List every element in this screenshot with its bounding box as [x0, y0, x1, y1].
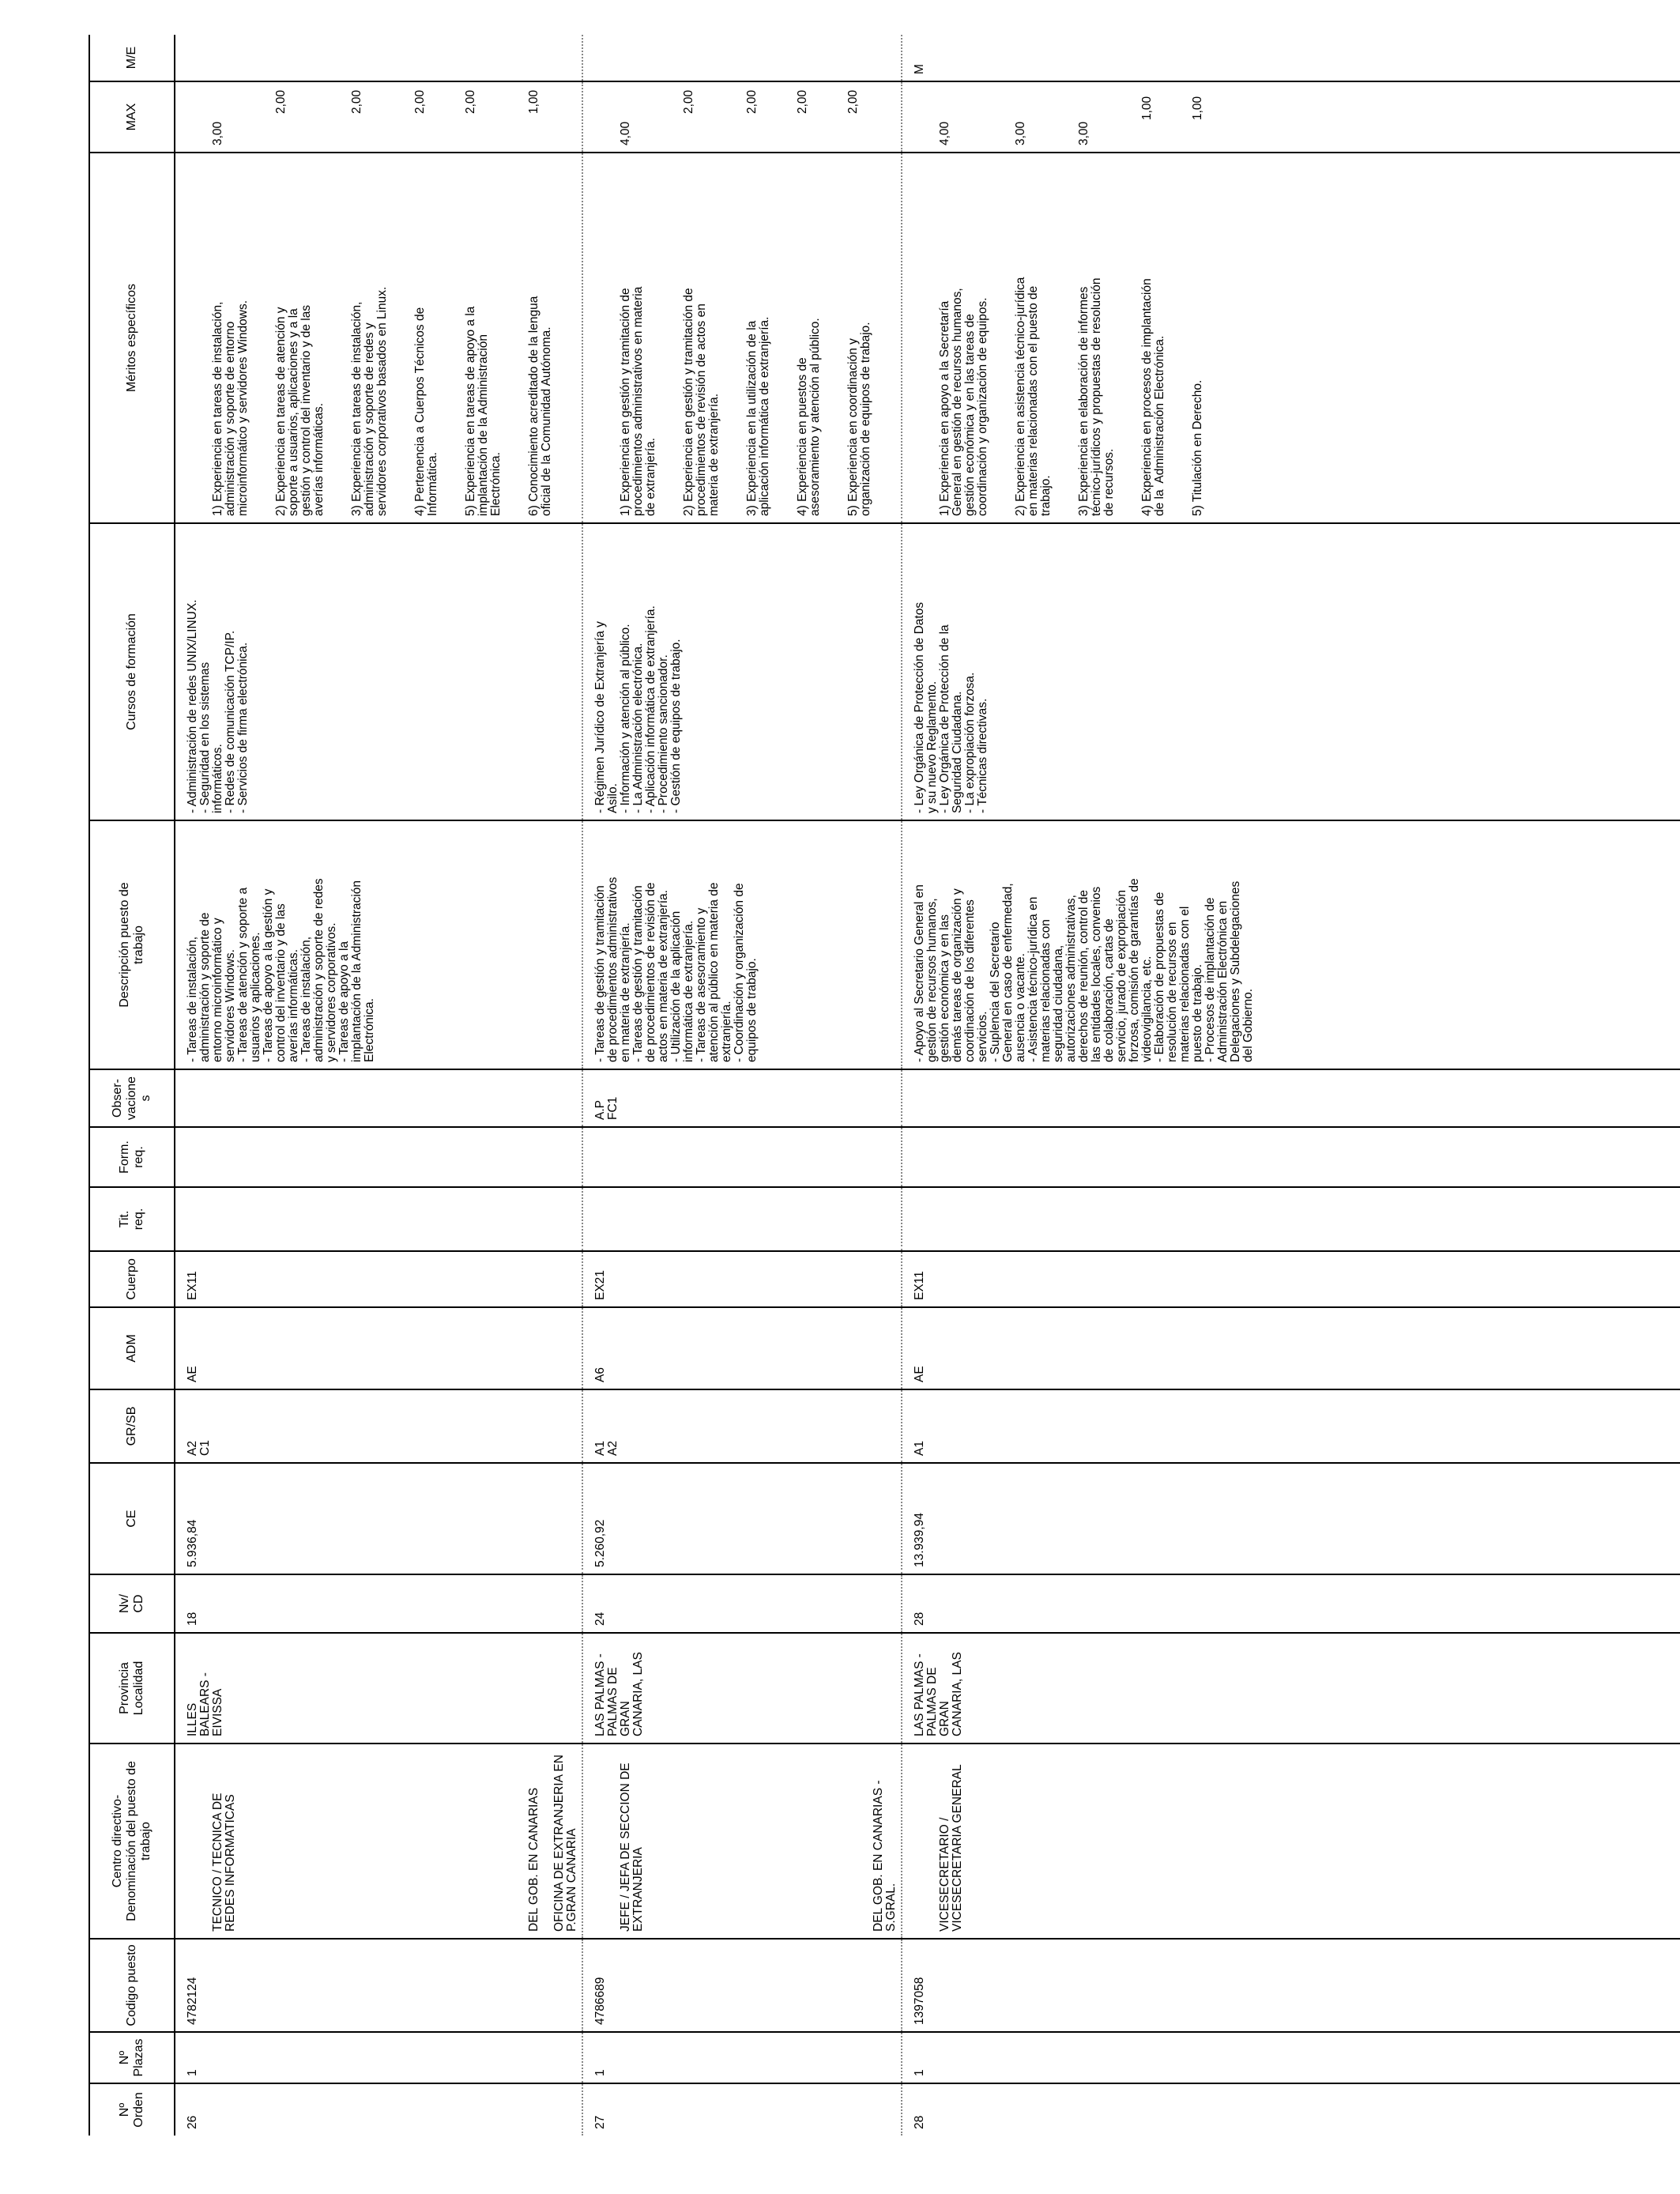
- cell-formacion: [582, 1127, 902, 1187]
- cell-grupo: A1 A2: [582, 1389, 902, 1463]
- cell-me: [582, 35, 902, 81]
- cell-observaciones: [175, 1069, 582, 1127]
- cell-max: [582, 81, 902, 153]
- cell-descripcion: - Apoyo al Secretario General en gestión de recursos humanos, gestión económica y en las demás tareas de organización y coordinación de los diferentes servicios. - Suplencia del Secretario General en caso de enfermedad, ausencia o vacante. - Asistencia técnico-jurídica en materias relacionadas con seguridad ciudadana, autorizaciones administrativas, derechos de reunión, control de las entidades locales, convenios de colaboración, cartas de servicio, jurado de expropiación forzosa, comisión de garantías de videovigilancia, etc. - Elaboración de propuestas de resolución de recursos en materias relacionadas con el puesto de trabajo. - Procesos de implantación de Administración Electrónica en Delegaciones y Subdelegaciones del Gobierno.: [902, 820, 1680, 1069]
- cell-provincia: LAS PALMAS - PALMAS DE GRAN CANARIA, LAS: [902, 1633, 1680, 1744]
- merit-item: 5) Titulación en Derecho.: [1191, 379, 1204, 516]
- merit-item: 1) Experiencia en gestión y tramitación de procedimientos administrativos en materia de extranjería.: [619, 286, 657, 516]
- merit-item: 2) Experiencia en gestión y tramitación de procedimientos de revisión de actos en materia de extranjería.: [682, 288, 721, 516]
- header-codigo: Codigo puesto: [89, 1939, 175, 2032]
- header-observaciones: Obser- vaciones: [89, 1069, 175, 1127]
- cell-provincia: LAS PALMAS - PALMAS DE GRAN CANARIA, LAS: [582, 1633, 902, 1744]
- table-row: [902, 35, 1680, 2136]
- cell-descripcion: - Tareas de gestión y tramitación de procedimientos administrativos en materia de extranjería. - Tareas de gestión y tramitación de procedimientos de revisión de actos en materia de extranjería. - Utilización de la aplicación informática de extranjería. - Tareas de asesoramiento y atención al público en materia de extranjería. - Coordinación y organización de equipos de trabajo.: [582, 820, 902, 1069]
- merit-max: 3,00: [1014, 121, 1027, 145]
- cell-cuerpo: EX11: [175, 1251, 582, 1307]
- cell-grupo: A1: [902, 1389, 1680, 1463]
- merit-max: 1,00: [1140, 96, 1154, 120]
- cell-plazas: 1: [175, 2032, 582, 2083]
- cell-plazas: 1: [902, 2032, 1680, 2083]
- merit-item: 3) Experiencia en tareas de instalación, administración y soporte de redes y servidores corporativos basados en Linux.: [350, 286, 389, 516]
- header-adm: ADM: [89, 1307, 175, 1389]
- header-titulacion: Tit. req.: [89, 1187, 175, 1251]
- merit-max: 4,00: [938, 121, 951, 145]
- header-cuerpo: Cuerpo: [89, 1251, 175, 1307]
- job-title: VICESECRETARIO / VICESECRETARIA GENERAL: [938, 1764, 964, 1932]
- cell-codigo: 4786689: [582, 1939, 902, 2032]
- cell-ce: 5.260,92: [582, 1463, 902, 1574]
- cell-formacion: [902, 1127, 1680, 1187]
- merit-max: 3,00: [211, 121, 224, 145]
- cell-meritos: [902, 153, 1680, 523]
- cell-codigo: 4782124: [175, 1939, 582, 2032]
- merit-item: 4) Experiencia en procesos de implantación de la Administración Electrónica.: [1140, 278, 1166, 516]
- merit-item: 4) Experiencia en puestos de asesoramiento y atención al público.: [796, 318, 822, 516]
- merit-max: 3,00: [1077, 121, 1090, 145]
- cell-adm: A6: [582, 1307, 902, 1389]
- cell-centro: [902, 1744, 1680, 1939]
- header-ce: CE: [89, 1463, 175, 1574]
- header-me: M/E: [89, 35, 175, 81]
- cell-nivel: 18: [175, 1574, 582, 1633]
- header-grupo: GR/SB: [89, 1389, 175, 1463]
- cell-cursos: - Régimen Jurídico de Extranjería y Asilo. - Información y atención al público. - La Administración electrónica. - Aplicación informática de extranjería. - Procedimiento sancionador. - Gestión de equipos de trabajo.: [582, 523, 902, 820]
- header-formacion: Form. req.: [89, 1127, 175, 1187]
- header-provincia: Provincia Localidad: [89, 1633, 175, 1744]
- cell-nivel: 24: [582, 1574, 902, 1633]
- cell-titulacion: [902, 1187, 1680, 1251]
- cell-max: [902, 81, 1680, 153]
- cell-codigo: 1397058: [902, 1939, 1680, 2032]
- header-descripcion: Descripción puesto de trabajo: [89, 820, 175, 1069]
- merit-max: 2,00: [464, 89, 477, 114]
- cell-me: [175, 35, 582, 81]
- merit-max: 1,00: [1191, 96, 1204, 120]
- cell-meritos: [175, 153, 582, 523]
- cell-orden: 26: [175, 2083, 582, 2136]
- merit-max: 2,00: [682, 89, 695, 114]
- merit-max: 1,00: [527, 89, 541, 114]
- cell-ce: 5.936,84: [175, 1463, 582, 1574]
- cell-cursos: - Ley Orgánica de Protección de Datos y su nuevo Reglamento. - Ley Orgánica de Protección de la Seguridad Ciudadana. - La expropiación forzosa. - Técnicas directivas.: [902, 523, 1680, 820]
- next-centro-directivo: DEL GOB. EN CANARIAS OFICINA DE EXTRANJERIA EN P.GRAN CANARIA: [527, 1755, 578, 1932]
- merit-item: 6) Conocimiento acreditado de la lengua oficial de la Comunidad Autónoma.: [527, 296, 553, 516]
- merit-max: 2,00: [745, 89, 759, 114]
- header-meritos: Méritos específicos: [89, 153, 175, 523]
- merit-item: 5) Experiencia en tareas de apoyo a la implantación de la Administración Electrónica.: [464, 306, 503, 516]
- cell-titulacion: [175, 1187, 582, 1251]
- job-listing-table: [89, 35, 1680, 2136]
- cell-centro: [175, 1744, 582, 1939]
- cell-cursos: - Administración de redes UNIX/LINUX. - Seguridad en los sistemas informáticos. - Redes de comunicación TCP/IP. - Servicios de firma electrónica.: [175, 523, 582, 820]
- job-title: JEFE / JEFA DE SECCION DE EXTRANJERIA: [619, 1762, 645, 1932]
- table-row: [582, 35, 902, 2136]
- cell-max: [175, 81, 582, 153]
- cell-nivel: 28: [902, 1574, 1680, 1633]
- merit-item: 5) Experiencia en coordinación y organización de equipos de trabajo.: [846, 322, 872, 516]
- cell-titulacion: [582, 1187, 902, 1251]
- cell-formacion: [175, 1127, 582, 1187]
- merit-item: 4) Pertenencia a Cuerpos Técnicos de Informática.: [413, 307, 439, 516]
- next-centro-directivo: DEL GOB. EN CANARIAS - S.GRAL.: [872, 1780, 898, 1932]
- cell-me: M: [913, 64, 926, 74]
- cell-plazas: 1: [582, 2032, 902, 2083]
- cell-observaciones: [902, 1069, 1680, 1127]
- header-cursos: Cursos de formación: [89, 523, 175, 820]
- job-title: TECNICO / TECNICA DE REDES INFORMATICAS: [211, 1793, 237, 1932]
- cell-cuerpo: EX11: [902, 1251, 1680, 1307]
- cell-adm: AE: [902, 1307, 1680, 1389]
- merit-item: 3) Experiencia en elaboración de informes técnico-jurídicos y propuestas de resolución de recursos.: [1077, 277, 1116, 516]
- cell-adm: AE: [175, 1307, 582, 1389]
- merit-max: 2,00: [413, 89, 427, 114]
- merit-max: 2,00: [274, 89, 288, 114]
- header-row: [89, 35, 175, 2136]
- merit-max: 4,00: [619, 121, 632, 145]
- merit-item: 2) Experiencia en tareas de atención y soporte a usuarios, aplicaciones y a la gestión y control del inventario y de las averías informáticas.: [274, 304, 326, 516]
- cell-provincia: ILLES BALEARS - EIVISSA: [175, 1633, 582, 1744]
- merit-item: 1) Experiencia en apoyo a la Secretaría General en gestión de recursos humanos, gestión económica y en las tareas de coordinación y organización de equipos.: [938, 288, 989, 516]
- cell-meritos: [582, 153, 902, 523]
- merit-max: 2,00: [350, 89, 363, 114]
- cell-observaciones: A.P FC1: [582, 1069, 902, 1127]
- cell-orden: 27: [582, 2083, 902, 2136]
- header-plazas: Nº Plazas: [89, 2032, 175, 2083]
- header-nivel: Nv/ CD: [89, 1574, 175, 1633]
- rotated-table-wrapper: [89, 46, 1615, 2136]
- header-max: MAX: [89, 81, 175, 153]
- cell-orden: 28: [902, 2083, 1680, 2136]
- cell-descripcion: - Tareas de instalación, administración y soporte de entorno microinformático y servidores Windows. - Tareas de atención y soporte a usuarios y aplicaciones. - Tareas de apoyo a la gestión y control del inventario y de las averías informáticas. - Tareas de instalación, administración y soporte de redes y servidores corporativos. - Tareas de apoyo a la implantación de la Administración Electrónica.: [175, 820, 582, 1069]
- cell-ce: 13.939,94: [902, 1463, 1680, 1574]
- header-centro: Centro directivo- Denominación del puesto de trabajo: [89, 1744, 175, 1939]
- merit-max: 2,00: [846, 89, 860, 114]
- merit-item: 3) Experiencia en la utilización de la aplicación informática de extranjería.: [745, 316, 771, 516]
- cell-cuerpo: EX21: [582, 1251, 902, 1307]
- merit-item: 2) Experiencia en asistencia técnico-jurídica en materias relacionadas con el puesto de trabajo.: [1014, 277, 1053, 516]
- table-row: [175, 35, 582, 2136]
- cell-centro: [582, 1744, 902, 1939]
- header-orden: Nº Orden: [89, 2083, 175, 2136]
- merit-item: 1) Experiencia en tareas de instalación, administración y soporte de entorno microinformático y servidores Windows.: [211, 300, 250, 516]
- cell-grupo: A2 C1: [175, 1389, 582, 1463]
- merit-max: 2,00: [796, 89, 809, 114]
